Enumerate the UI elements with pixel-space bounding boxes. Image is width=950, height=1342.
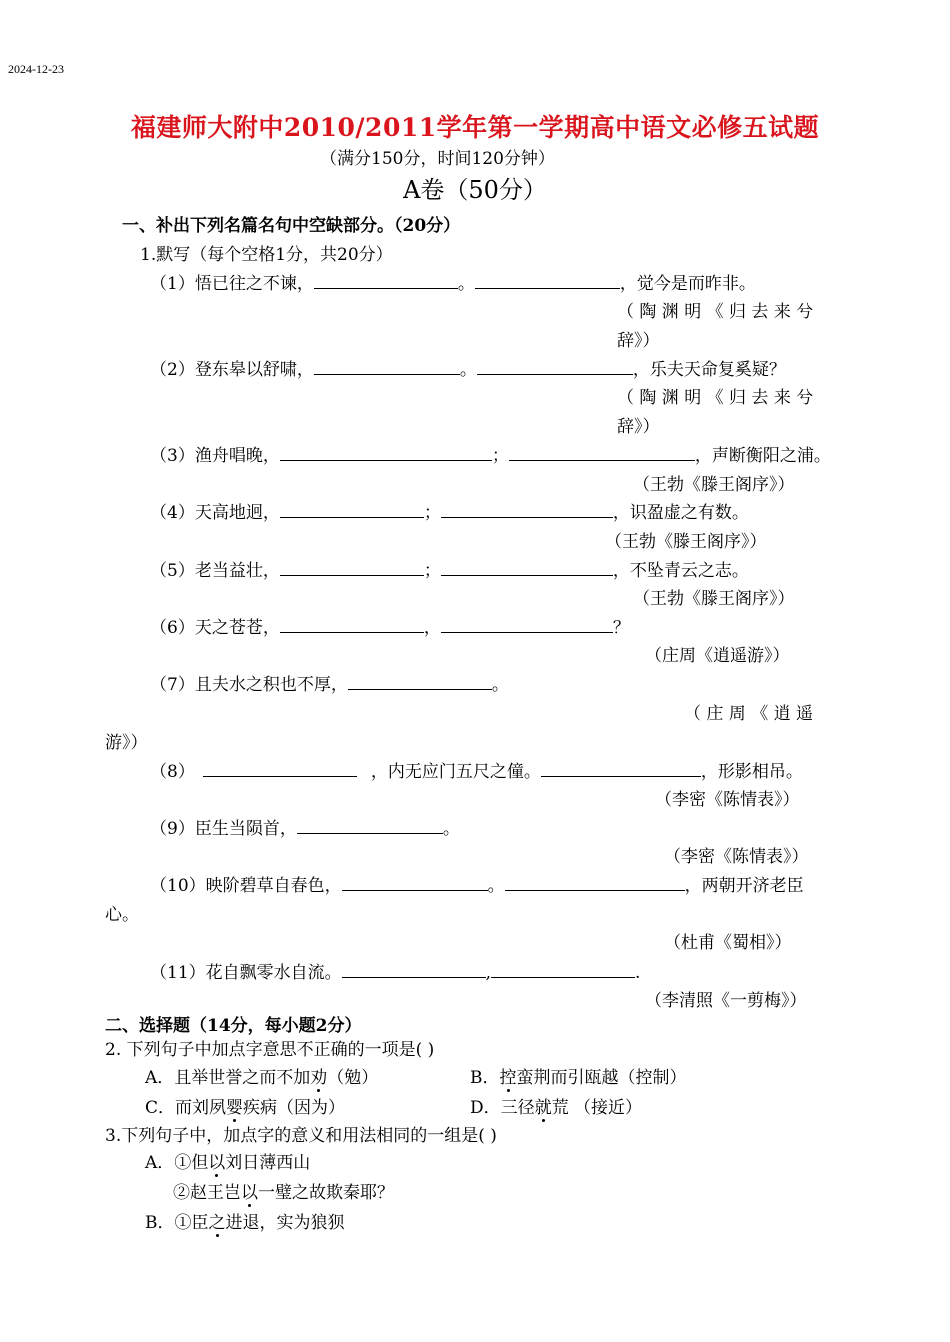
section-1-heading: 一、补出下列名篇名句中空缺部分。（20分） xyxy=(122,216,461,236)
item-number: （3） xyxy=(150,446,195,466)
question-3-option-a-line1[interactable] xyxy=(145,1148,310,1173)
answer-blank[interactable] xyxy=(280,499,424,518)
item-9-source: （李密《陈情表》） xyxy=(664,847,809,867)
exam-subtitle: （满分150分，时间120分钟） xyxy=(320,149,555,169)
emphasized-char: 婴 xyxy=(226,1093,243,1118)
recitation-item-4 xyxy=(150,498,749,523)
item-text: ，内无应门五尺之僮。 xyxy=(370,762,541,782)
item-10-source: （杜甫《蜀相》） xyxy=(664,933,792,953)
answer-blank[interactable] xyxy=(441,499,613,518)
item-text: ； xyxy=(423,503,441,523)
question-2-option-a[interactable] xyxy=(145,1063,378,1088)
option-text: 进退，实为狼狈 xyxy=(225,1213,345,1233)
item-text: 。 xyxy=(457,274,475,294)
recitation-item-7 xyxy=(150,670,509,695)
option-text: 蛮荆而引瓯越（控制） xyxy=(516,1068,687,1088)
answer-blank[interactable] xyxy=(491,959,635,978)
option-text: 且举世誉之而不加 xyxy=(174,1068,311,1088)
emphasized-char: 就 xyxy=(535,1093,552,1118)
recitation-item-1 xyxy=(150,269,756,294)
item-text: ，两朝开济老臣 xyxy=(684,876,804,896)
answer-blank[interactable] xyxy=(280,614,424,633)
item-text: 且夫水之积也不厚， xyxy=(194,675,348,695)
recitation-item-5 xyxy=(150,556,749,581)
item-number: （6） xyxy=(150,618,195,638)
item-text: ？ xyxy=(612,618,630,638)
item-number: （4） xyxy=(150,503,195,523)
emphasized-char: 控 xyxy=(500,1063,517,1088)
option-text: ①臣 xyxy=(174,1213,209,1233)
answer-blank[interactable] xyxy=(297,815,443,834)
emphasized-char: 以 xyxy=(241,1178,258,1203)
question-2-option-c[interactable] xyxy=(145,1093,345,1118)
item-text: 花自飘零水自流。 xyxy=(205,963,342,983)
section-1-instruction: 1.默写（每个空格1分，共20分） xyxy=(140,245,393,265)
question-3-option-a-line2 xyxy=(173,1178,394,1203)
answer-blank[interactable] xyxy=(203,758,357,777)
item-text: ，觉今是而昨非。 xyxy=(619,274,756,294)
option-label: C． xyxy=(145,1098,176,1118)
item-11-source: （李清照《一剪梅》） xyxy=(645,991,807,1011)
item-text: 映阶碧草自春色， xyxy=(205,876,342,896)
answer-blank[interactable] xyxy=(441,557,613,576)
emphasized-char: 劝 xyxy=(310,1063,327,1088)
answer-blank[interactable] xyxy=(509,442,695,461)
option-text: 荒 （接近） xyxy=(551,1098,643,1118)
item-number: （5） xyxy=(150,561,195,581)
option-text: ①但 xyxy=(174,1153,209,1173)
item-number: （1） xyxy=(150,274,195,294)
answer-blank[interactable] xyxy=(314,270,458,289)
answer-blank[interactable] xyxy=(280,557,424,576)
item-text: , xyxy=(485,963,492,983)
item-2-source-line2: 辞》） xyxy=(617,417,660,437)
option-text: ②赵王岂 xyxy=(173,1183,241,1203)
item-text: ，不坠青云之志。 xyxy=(612,561,749,581)
item-2-source-line1: （ 陶 渊 明 《 归 去 来 兮 xyxy=(617,388,814,408)
emphasized-char: 之 xyxy=(209,1208,226,1233)
emphasized-char: 以 xyxy=(208,1148,225,1173)
item-text: ； xyxy=(423,561,441,581)
recitation-item-9 xyxy=(150,814,460,839)
option-label: B． xyxy=(470,1068,500,1088)
volume-heading: A卷（50分） xyxy=(403,176,547,204)
item-text: 登东皋以舒啸， xyxy=(194,360,314,380)
answer-blank[interactable] xyxy=(280,442,492,461)
question-3-option-b-line1[interactable] xyxy=(145,1208,345,1233)
exam-title: 福建师大附中2010/2011学年第一学期高中语文必修五试题 xyxy=(130,113,820,142)
recitation-item-3 xyxy=(150,441,831,466)
item-1-source-line2: 辞》） xyxy=(617,331,660,351)
item-5-source: （王勃《滕王阁序》） xyxy=(633,589,795,609)
item-text: 渔舟唱晚， xyxy=(194,446,280,466)
item-number: （9） xyxy=(150,819,195,839)
item-text: 天之苍苍， xyxy=(194,618,280,638)
item-7-source-line1: （ 庄 周 《 逍 遥 xyxy=(684,704,814,724)
answer-blank[interactable] xyxy=(441,614,613,633)
item-text: 悟已往之不谏， xyxy=(194,274,314,294)
item-number: （2） xyxy=(150,360,195,380)
item-text: 。 xyxy=(459,360,477,380)
item-text: ，乐夫天命复奚疑？ xyxy=(632,360,786,380)
answer-blank[interactable] xyxy=(477,356,633,375)
option-text: 疾病（因为） xyxy=(243,1098,346,1118)
item-4-source: （王勃《滕王阁序》） xyxy=(605,532,767,552)
option-label: B． xyxy=(145,1213,175,1233)
recitation-item-11 xyxy=(150,958,640,983)
recitation-item-6 xyxy=(150,613,630,638)
item-text: ，声断衡阳之浦。 xyxy=(694,446,831,466)
recitation-item-2 xyxy=(150,355,786,380)
item-text: ，形影相吊。 xyxy=(700,762,803,782)
item-6-source: （庄周《逍遥游》） xyxy=(645,646,790,666)
item-text: ， xyxy=(423,618,441,638)
question-2-option-d[interactable] xyxy=(470,1093,642,1118)
item-3-source: （王勃《滕王阁序》） xyxy=(633,475,795,495)
answer-blank[interactable] xyxy=(541,758,701,777)
answer-blank[interactable] xyxy=(342,959,486,978)
option-label: A． xyxy=(145,1153,175,1173)
option-label: A． xyxy=(145,1068,175,1088)
answer-blank[interactable] xyxy=(505,872,685,891)
recitation-item-10 xyxy=(150,871,804,896)
answer-blank[interactable] xyxy=(342,872,488,891)
answer-blank[interactable] xyxy=(348,671,492,690)
question-2-option-b[interactable] xyxy=(470,1063,687,1088)
option-text: 三径 xyxy=(500,1098,535,1118)
item-text: 老当益壮， xyxy=(194,561,280,581)
item-1-source-line1: （ 陶 渊 明 《 归 去 来 兮 xyxy=(617,302,814,322)
option-text: 而刘夙 xyxy=(175,1098,227,1118)
item-text: . xyxy=(635,963,641,983)
item-text: 臣生当陨首， xyxy=(194,819,297,839)
item-text: ，识盈虚之有数。 xyxy=(612,503,749,523)
option-text: （勉） xyxy=(327,1068,379,1088)
option-text: 一璧之故欺秦耶？ xyxy=(258,1183,394,1203)
answer-blank[interactable] xyxy=(475,270,620,289)
item-number: （8） xyxy=(150,762,195,782)
item-text: 天高地迥， xyxy=(194,503,280,523)
item-text: 。 xyxy=(442,819,460,839)
item-number: （11） xyxy=(150,963,206,983)
item-number: （7） xyxy=(150,675,195,695)
item-text: ； xyxy=(491,446,509,466)
option-text: 刘日薄西山 xyxy=(225,1153,311,1173)
item-8-source: （李密《陈情表》） xyxy=(655,790,800,810)
item-10-wrap: 心。 xyxy=(105,905,139,925)
question-3-stem: 3.下列句子中，加点字的意义和用法相同的一组是( ) xyxy=(105,1126,497,1146)
section-2-heading: 二、选择题（14分，每小题2分） xyxy=(105,1016,362,1036)
recitation-item-8 xyxy=(150,757,803,782)
item-7-source-line2: 游》） xyxy=(105,733,148,753)
question-2-stem: 2. 下列句子中加点字意思不正确的一项是( ) xyxy=(105,1040,435,1060)
item-number: （10） xyxy=(150,876,206,896)
item-text: 。 xyxy=(487,876,505,896)
answer-blank[interactable] xyxy=(314,356,460,375)
print-date: 2024-12-23 xyxy=(8,62,64,76)
option-label: D． xyxy=(470,1098,501,1118)
item-text: 。 xyxy=(491,675,509,695)
